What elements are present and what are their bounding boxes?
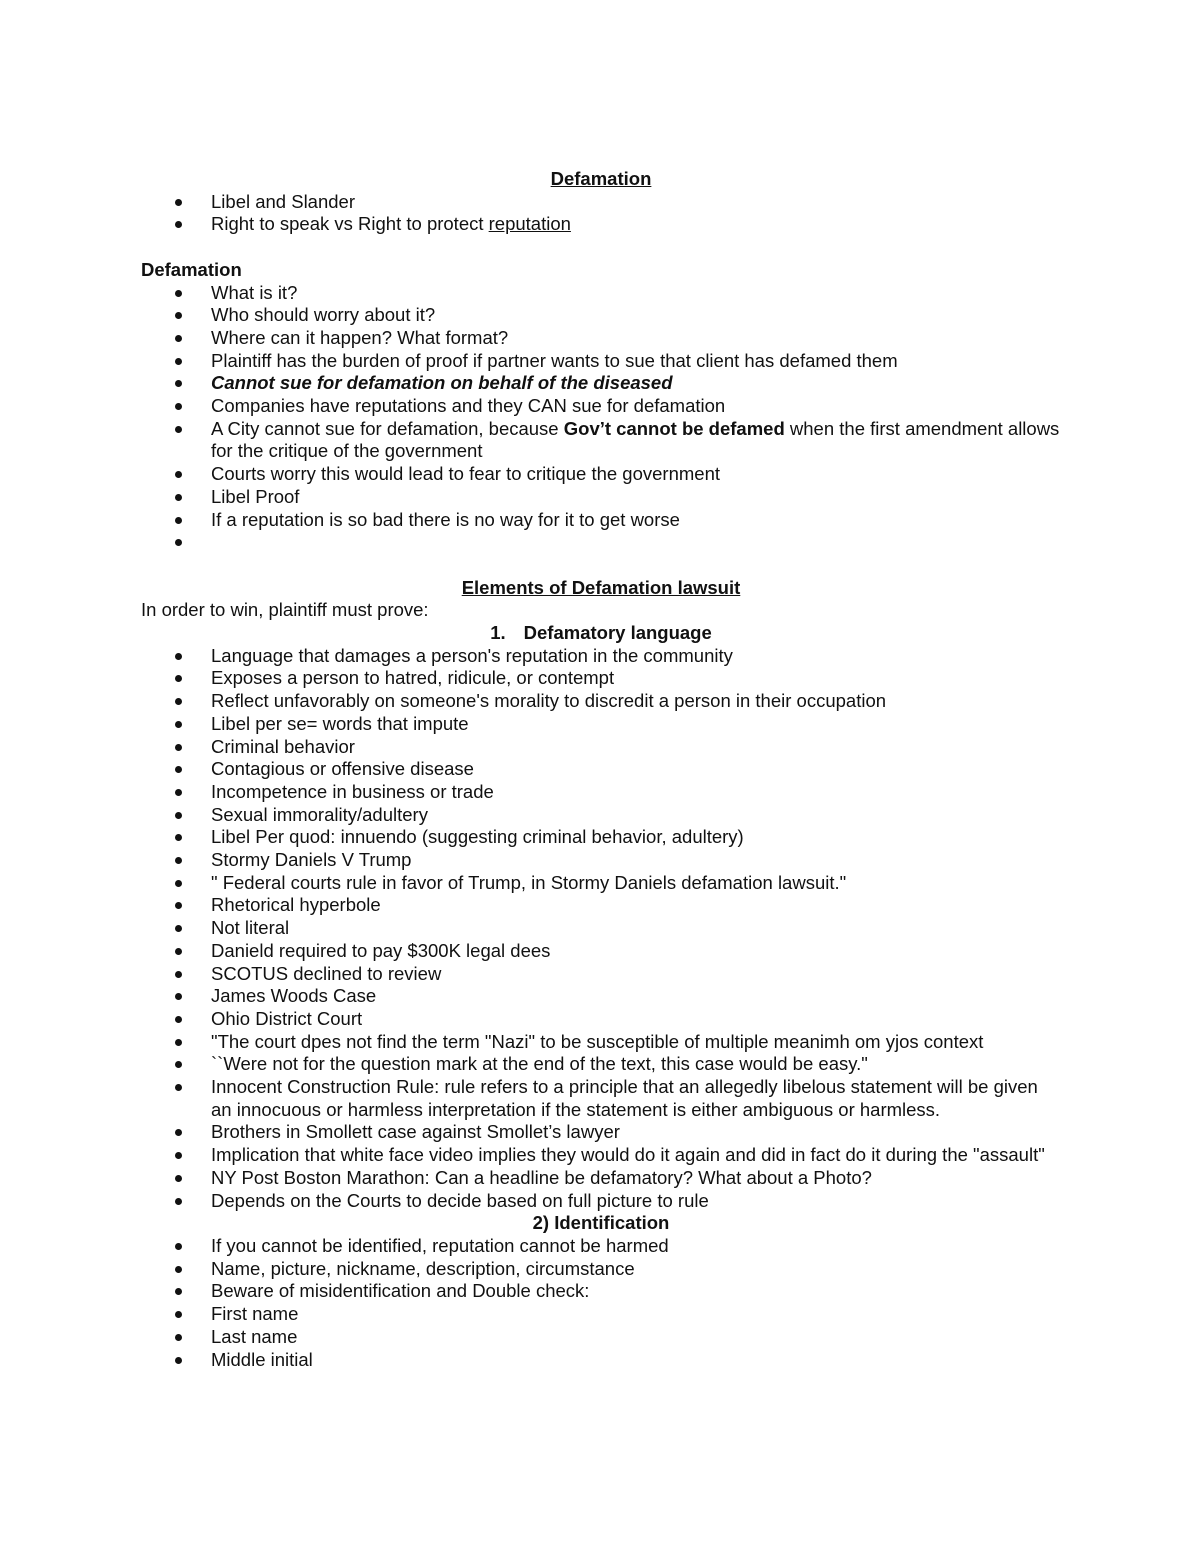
underlined-word: reputation: [488, 213, 571, 235]
bullet-icon: [175, 358, 182, 365]
bullet-icon: [175, 948, 182, 955]
section2-list: [141, 282, 1061, 554]
bullet-icon: [175, 1288, 182, 1295]
bullet-icon: [175, 221, 182, 228]
bullet-icon: [175, 653, 182, 660]
list-item: NY Post Boston Marathon: Can a headline be defamatory? What about a Photo?: [141, 1167, 1061, 1190]
list-item: Exposes a person to hatred, ridicule, or contempt: [141, 667, 1061, 690]
bullet-icon: [175, 1266, 182, 1273]
bullet-icon: [175, 971, 182, 978]
list-item: If you cannot be identified, reputation cannot be harmed: [141, 1235, 1061, 1258]
bullet-icon: [175, 993, 182, 1000]
bullet-icon: [175, 335, 182, 342]
section3-title: Elements of Defamation lawsuit: [461, 576, 741, 598]
list-item: If a reputation is so bad there is no way for it to get worse: [141, 509, 1061, 532]
bullet-icon: [175, 744, 182, 751]
bullet-icon: [175, 880, 182, 887]
section1-list: [141, 191, 1061, 236]
list-item: Beware of misidentification and Double check:: [141, 1280, 1061, 1303]
bullet-icon: [175, 1311, 182, 1318]
bullet-icon: [175, 789, 182, 796]
list-item: Libel Per quod: innuendo (suggesting criminal behavior, adultery): [141, 826, 1061, 849]
bullet-icon: [175, 517, 182, 524]
bullet-icon: [175, 539, 182, 546]
element2-heading: 2) Identification: [532, 1212, 670, 1234]
list-item: Libel per se= words that impute: [141, 713, 1061, 736]
bullet-icon: [175, 403, 182, 410]
list-item: Depends on the Courts to decide based on full picture to rule: [141, 1190, 1061, 1213]
list-item: Criminal behavior: [141, 736, 1061, 759]
list-item: Courts worry this would lead to fear to critique the government: [141, 463, 1061, 486]
section3-intro: In order to win, plaintiff must prove:: [141, 599, 429, 621]
list-item: Last name: [141, 1326, 1061, 1349]
list-item: First name: [141, 1303, 1061, 1326]
bullet-icon: [175, 1129, 182, 1136]
list-item: Libel Proof: [141, 486, 1061, 509]
list-item: Cannot sue for defamation on behalf of the diseased: [141, 372, 1061, 395]
list-item: Sexual immorality/adultery: [141, 804, 1061, 827]
bullet-icon: [175, 199, 182, 206]
bullet-icon: [175, 857, 182, 864]
bullet-icon: [175, 1061, 182, 1068]
list-item: ``Were not for the question mark at the end of the text, this case would be easy.": [141, 1053, 1061, 1076]
list-item: Reflect unfavorably on someone's morality to discredit a person in their occupation: [141, 690, 1061, 713]
list-item: Ohio District Court: [141, 1008, 1061, 1031]
element2-list: [141, 1235, 1061, 1371]
bullet-icon: [175, 312, 182, 319]
bullet-icon: [175, 494, 182, 501]
list-item: Plaintiff has the burden of proof if partner wants to sue that client has defamed them: [141, 350, 1061, 373]
bullet-icon: [175, 290, 182, 297]
list-item: Innocent Construction Rule: rule refers to a principle that an allegedly libelous statement will be given an innocuous or harmless interpretation if the statement is either ambiguous or harmless.: [141, 1076, 1061, 1121]
list-item: Contagious or offensive disease: [141, 758, 1061, 781]
bullet-icon: [175, 925, 182, 932]
list-item: SCOTUS declined to review: [141, 963, 1061, 986]
bullet-icon: [175, 1016, 182, 1023]
list-item: Name, picture, nickname, description, circumstance: [141, 1258, 1061, 1281]
section1-title: Defamation: [550, 168, 652, 189]
bullet-icon: [175, 471, 182, 478]
list-item: Danield required to pay $300K legal dees: [141, 940, 1061, 963]
list-item: Rhetorical hyperbole: [141, 894, 1061, 917]
list-item: Companies have reputations and they CAN sue for defamation: [141, 395, 1061, 418]
bullet-icon: [175, 721, 182, 728]
bullet-icon: [175, 766, 182, 773]
list-item: Incompetence in business or trade: [141, 781, 1061, 804]
bullet-icon: [175, 1152, 182, 1159]
bullet-icon: [175, 1243, 182, 1250]
list-item: A City cannot sue for defamation, because Gov’t cannot be defamed when the first amendment allows for the critique of the government: [141, 418, 1061, 463]
list-item: What is it?: [141, 282, 1061, 305]
list-item: Stormy Daniels V Trump: [141, 849, 1061, 872]
list-item: Not literal: [141, 917, 1061, 940]
list-item: Who should worry about it?: [141, 304, 1061, 327]
bullet-icon: [175, 380, 182, 387]
bullet-icon: [175, 1175, 182, 1182]
list-item: Brothers in Smollett case against Smollet’s lawyer: [141, 1121, 1061, 1144]
list-item: "The court dpes not find the term "Nazi" to be susceptible of multiple meanimh om yjos context: [141, 1031, 1061, 1054]
list-item: Implication that white face video implies they would do it again and did in fact do it during the "assault": [141, 1144, 1061, 1167]
list-item: " Federal courts rule in favor of Trump, in Stormy Daniels defamation lawsuit.": [141, 872, 1061, 895]
document-page: [141, 168, 1061, 1371]
element1-heading: 1. Defamatory language: [490, 622, 712, 644]
list-item: Where can it happen? What format?: [141, 327, 1061, 350]
list-item: James Woods Case: [141, 985, 1061, 1008]
bullet-icon: [175, 1084, 182, 1091]
bullet-icon: [175, 902, 182, 909]
bullet-icon: [175, 1357, 182, 1364]
bullet-icon: [175, 834, 182, 841]
element1-list: [141, 645, 1061, 1213]
list-item: Middle initial: [141, 1349, 1061, 1372]
bullet-icon: [175, 1334, 182, 1341]
list-item: Libel and Slander: [141, 191, 1061, 214]
bullet-icon: [175, 675, 182, 682]
list-item: Language that damages a person's reputation in the community: [141, 645, 1061, 668]
list-item-empty: [141, 531, 1061, 554]
bullet-icon: [175, 812, 182, 819]
section2-heading: Defamation: [141, 258, 242, 280]
bullet-icon: [175, 698, 182, 705]
bullet-icon: [175, 426, 182, 433]
bullet-icon: [175, 1039, 182, 1046]
list-item: Right to speak vs Right to protect reputation: [141, 213, 1061, 236]
bullet-icon: [175, 1198, 182, 1205]
